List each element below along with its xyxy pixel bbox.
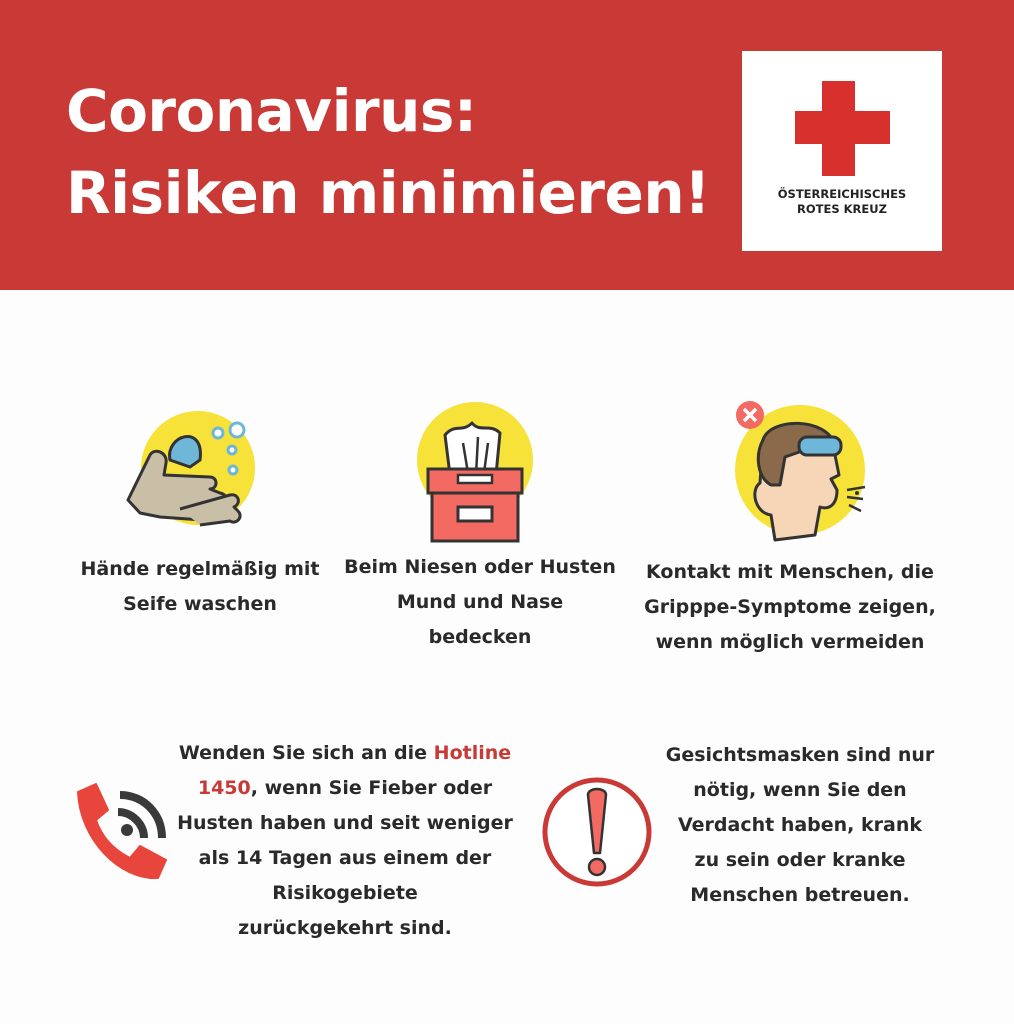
tip-cover-caption: Beim Niesen oder Husten Mund und Nase bedecken xyxy=(344,556,616,648)
tip-contact-caption: Kontakt mit Menschen, die Gripppe-Symptome zeigen, wenn möglich vermeiden xyxy=(644,561,936,653)
tissue-box-icon xyxy=(400,395,550,555)
tip-handwashing-caption: Hände regelmäßig mit Seife waschen xyxy=(80,558,320,615)
warning-exclamation-icon xyxy=(540,775,655,890)
hotline-link: Hotline xyxy=(433,742,512,764)
logo-text: ÖSTERREICHISCHES ROTES KREUZ xyxy=(777,187,907,216)
red-cross-logo xyxy=(742,51,942,251)
header-banner xyxy=(0,0,1014,290)
red-cross-icon xyxy=(742,51,942,251)
hotline-caption: Wenden Sie sich an die Hotline 1450, wenn Sie Fieber oder Husten haben und seit weniger als 14 Tagen aus einem der Risikogebiete zurückgekehrt sind. xyxy=(177,742,513,939)
hotline-number: 1450 xyxy=(197,777,251,799)
masks-caption: Gesichtsmasken sind nur nötig, wenn Sie den Verdacht haben, krank zu sein oder kranke Menschen betreuen. xyxy=(665,744,935,906)
phone-icon xyxy=(70,780,170,885)
sick-person-icon xyxy=(715,395,875,555)
hand-washing-icon xyxy=(120,405,270,535)
page-title: Coronavirus: Risiken minimieren! xyxy=(66,77,711,227)
